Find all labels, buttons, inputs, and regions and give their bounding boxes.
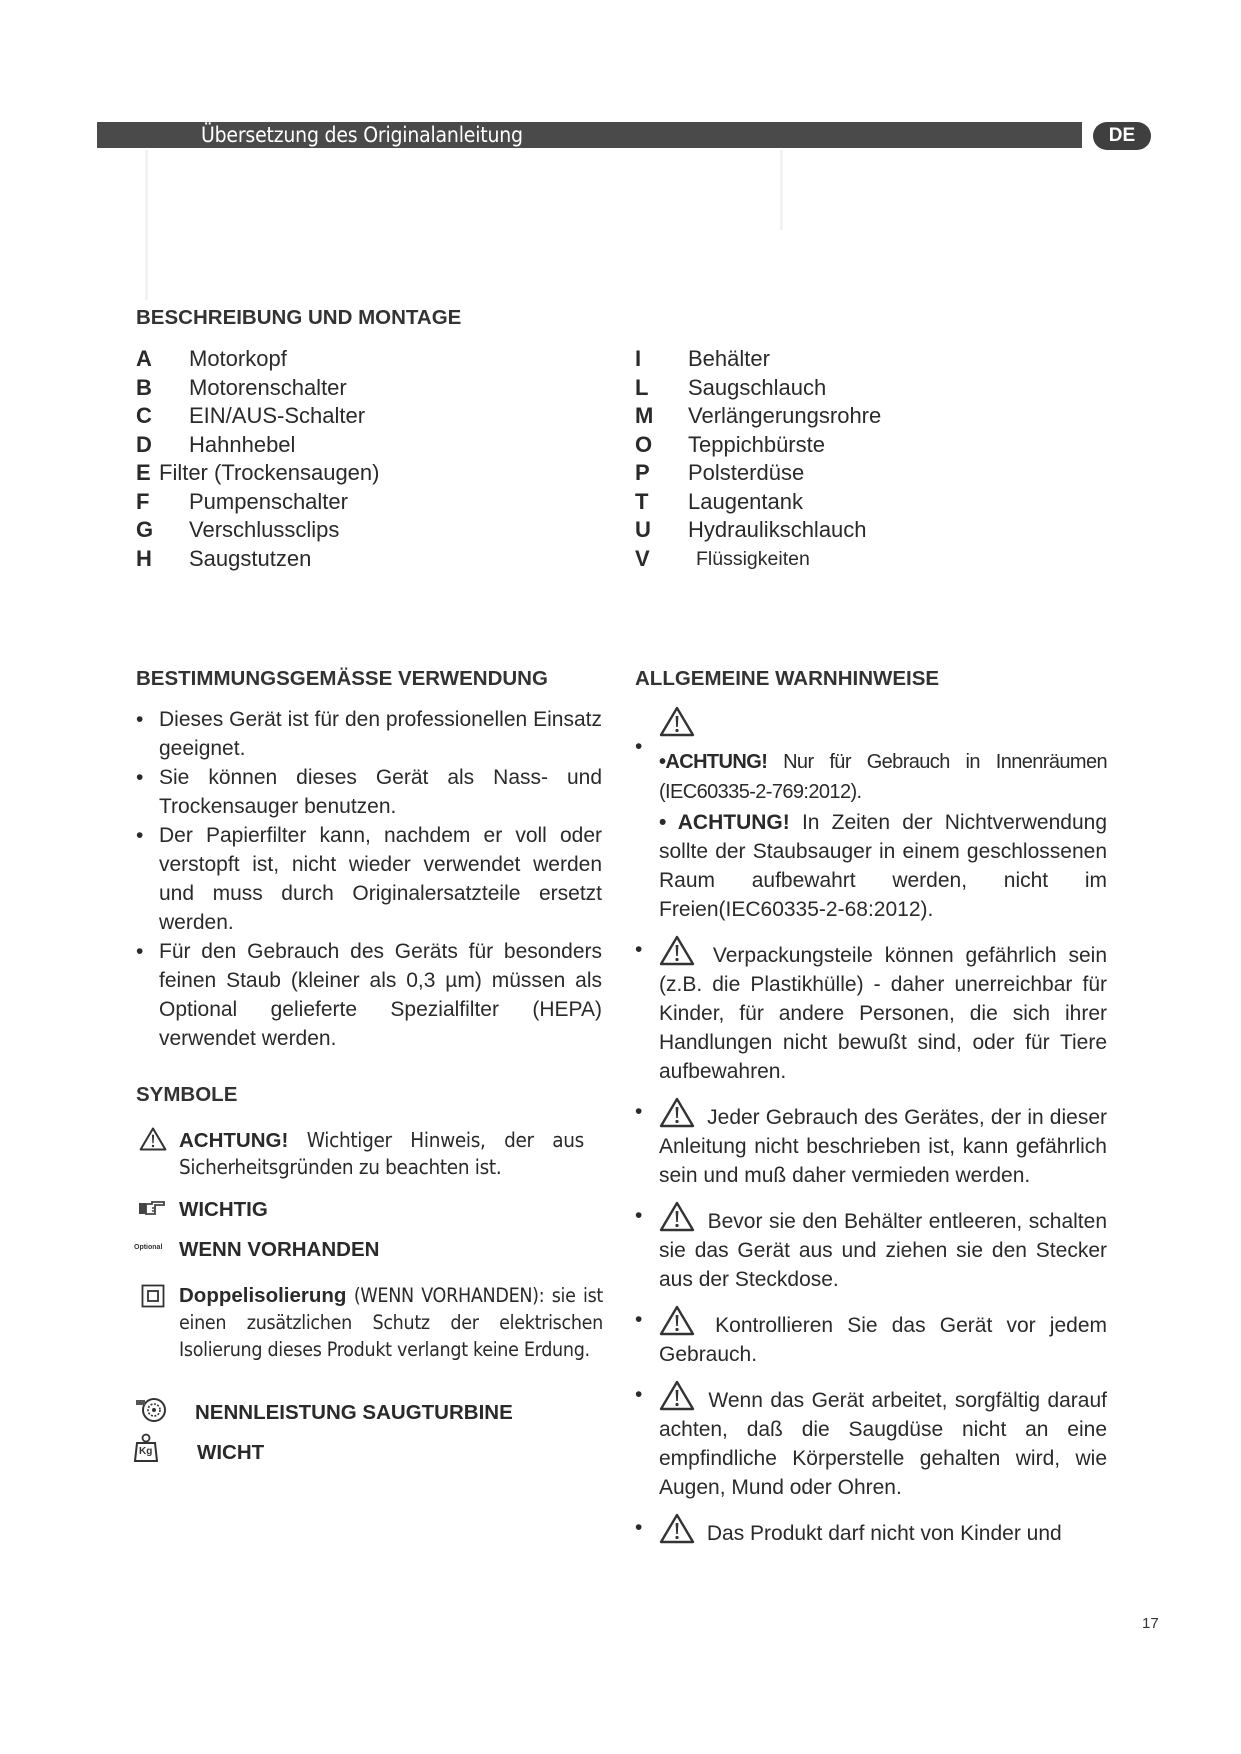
parts-item: F Pumpenschalter: [136, 488, 348, 514]
intended-use-list: [136, 705, 602, 1053]
parts-item: P Polsterdüse: [635, 460, 805, 485]
list-item: • •ACHTUNG! Nur für Gebrauch in Innenräumen (IEC60335-2-769:2012). • ACHTUNG! In Zeiten der Nichtverwendung sollte der Staubsauger in einem geschlossenen Raum aufbewahrt werden, nicht im Freien(IEC60335-2-68:2012).: [635, 706, 1107, 924]
weight-icon: Kg: [134, 1433, 158, 1463]
suction-turbine-icon: [134, 1396, 168, 1424]
warning-triangle-icon: [659, 935, 695, 966]
parts-item: A Motorkopf: [136, 346, 287, 371]
list-item: • Kontrollieren Sie das Gerät vor jedem Gebrauch.: [635, 1305, 1107, 1369]
double-insulation-icon: [141, 1284, 165, 1308]
parts-list-right: [635, 345, 1055, 573]
list-item: • Für den Gebrauch des Geräts für besonders feinen Staub (kleiner als 0,3 µm) müssen als Optional gelieferte Spezialfilter (HEPA) verwendet werden.: [136, 940, 602, 1050]
list-item: • Sie können dieses Gerät als Nass- und Trockensauger benutzen.: [136, 766, 602, 818]
scan-shadow: [145, 150, 148, 300]
list-item: • Jeder Gebrauch des Gerätes, der in dieser Anleitung nicht beschrieben ist, kann gefährlich sein und muß daher vermieden werden.: [635, 1097, 1107, 1190]
warnings-heading: ALLGEMEINE WARNHINWEISE: [635, 667, 940, 690]
achtung-label: ACHTUNG!: [179, 1129, 289, 1152]
warnings-list: [635, 706, 1107, 1559]
warning-triangle-icon: [659, 1380, 695, 1411]
parts-item: V Flüssigkeiten: [635, 545, 810, 571]
warning-triangle-icon: [659, 1097, 695, 1128]
list-item: • Dieses Gerät ist für den professionellen Einsatz geeignet.: [136, 708, 602, 760]
parts-item: L Saugschlauch: [635, 374, 827, 400]
warning-triangle-icon: [139, 1127, 167, 1151]
parts-item: U Hydraulikschlauch: [635, 517, 867, 542]
symbol-wichtig: WICHTIG: [179, 1198, 268, 1221]
symbol-wenn-vorhanden: WENN VORHANDEN: [179, 1238, 380, 1261]
pointing-hand-icon: [138, 1200, 166, 1216]
symbol-wicht: WICHT: [197, 1441, 265, 1464]
description-heading: BESCHREIBUNG UND MONTAGE: [136, 306, 462, 329]
warning-triangle-icon: [659, 1305, 695, 1336]
list-item: • Der Papierfilter kann, nachdem er voll oder verstopft ist, nicht wieder verwendet werden und muss durch Originalersatzteile ersetzt werden.: [136, 824, 602, 934]
parts-item: M Verlängerungsrohre: [635, 403, 882, 428]
warning-triangle-icon: [659, 1201, 695, 1232]
parts-item: O Teppichbürste: [635, 431, 825, 457]
page-number: 17: [1142, 1615, 1159, 1632]
scan-shadow: [780, 150, 783, 230]
intended-use-heading: BESTIMMUNGSGEMÄSSE VERWENDUNG: [136, 667, 548, 690]
list-item: • Wenn das Gerät arbeitet, sorgfältig darauf achten, daß die Saugdüse nicht an eine empfindliche Körperstelle gehalten wird, wie Augen, Mund oder Ohren.: [635, 1380, 1107, 1502]
parts-item: E Filter (Trockensaugen): [136, 460, 380, 485]
header-bar: [97, 122, 1082, 148]
optional-icon: Optional: [134, 1244, 163, 1251]
warning-triangle-icon: [659, 1513, 695, 1544]
language-badge: DE: [1093, 122, 1151, 150]
parts-item: H Saugstutzen: [136, 545, 312, 571]
list-item: • Bevor sie den Behälter entleeren, schalten sie das Gerät aus und ziehen sie den Stecker aus der Steckdose.: [635, 1201, 1107, 1294]
symbol-achtung: ACHTUNG! Wichtiger Hinweis, der aus Sicherheitsgründen zu beachten ist.: [179, 1128, 584, 1179]
parts-item: B Motorenschalter: [136, 374, 347, 400]
parts-item: T Laugentank: [635, 488, 803, 514]
list-item: • Verpackungsteile können gefährlich sein (z.B. die Plastikhülle) - daher unerreichbar für Kinder, für andere Personen, die sich ihrer Handlungen nicht bewußt sind, oder für Tiere aufbewahren.: [635, 935, 1107, 1086]
symbol-nennleistung: NENNLEISTUNG SAUGTURBINE: [195, 1401, 513, 1424]
parts-item: I Behälter: [635, 346, 770, 371]
symbols-heading: SYMBOLE: [136, 1083, 238, 1106]
document-title: Übersetzung des Originalanleitung: [201, 123, 523, 147]
parts-item: C EIN/AUS-Schalter: [136, 403, 366, 428]
parts-item: G Verschlussclips: [136, 517, 340, 542]
parts-item: D Hahnhebel: [136, 431, 296, 457]
warning-triangle-icon: [659, 706, 695, 737]
parts-list-left: [136, 345, 556, 573]
list-item: • Das Produkt darf nicht von Kinder und: [635, 1513, 1107, 1548]
symbol-doppelisolierung: Doppelisolierung (WENN VORHANDEN): sie ist einen zusätzlichen Schutz der elektrischen Isolierung dieses Produkt verlangt keine Erdung.: [179, 1284, 603, 1361]
